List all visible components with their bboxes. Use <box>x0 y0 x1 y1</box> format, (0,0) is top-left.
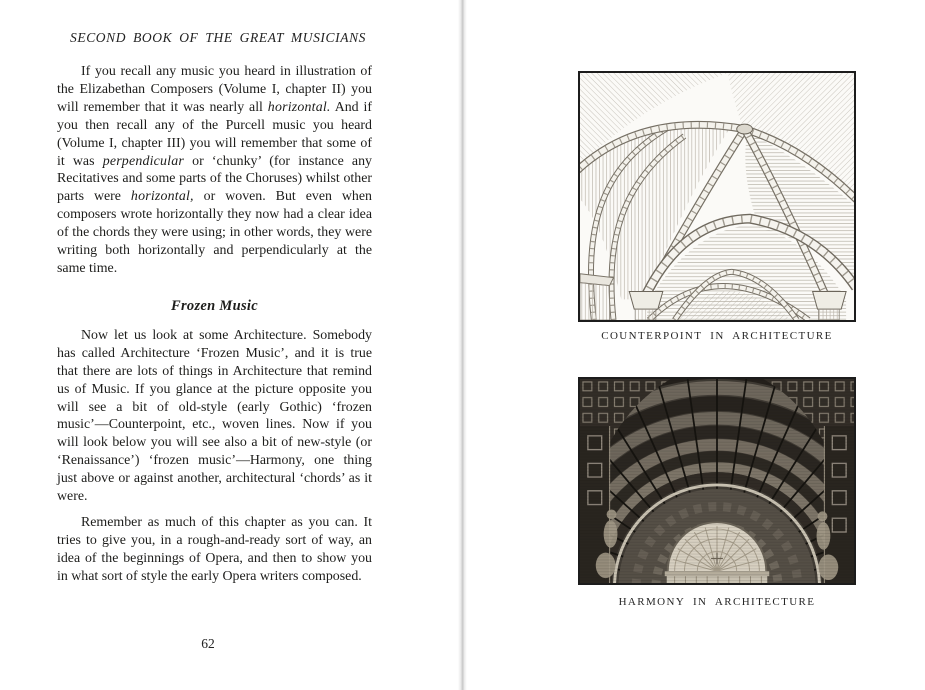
page-gutter-divider <box>458 0 467 690</box>
left-page <box>57 30 372 594</box>
section-heading: Frozen Music <box>171 297 258 314</box>
figure-harmony-caption: HARMONY IN ARCHITECTURE <box>618 596 816 608</box>
paragraph: Remember as much of this chapter as you can. It tries to give you, in a rough-and-ready sort of way, an idea of the beginnings of Opera, and then to show you in what sort of style the early Opera writers composed. <box>57 514 372 584</box>
figure-counterpoint-caption: COUNTERPOINT IN ARCHITECTURE <box>601 330 833 342</box>
paragraph: If you recall any music you heard in illustration of the Elizabethan Composers (Volume I, chapter II) you will remember that it was nearly all horizontal. And if you then recall any of the Purcell music you heard (Volume I, chapter III) you will remember that some of it was perpendicular or ‘chunky’ (for instance any Recitatives and some parts of the Choruses) whilst other parts were horizontal, or woven. But even when composers wrote horizontally they now had a clear idea of the chords they were using; in other words, they were writing both horizontally and perpendicularly at the same time. <box>57 64 372 276</box>
running-head: SECOND BOOK OF THE GREAT MUSICIANS <box>70 30 367 45</box>
text-column <box>57 63 372 586</box>
renaissance-vault-illustration <box>580 379 854 583</box>
figure-harmony <box>578 377 856 585</box>
gothic-vault-illustration <box>580 73 854 320</box>
page-number: 62 <box>201 636 215 651</box>
paragraph: Now let us look at some Architecture. Somebody has called Architecture ‘Frozen Music’, and it is true that there are lots of things in Architecture that remind us of Music. If you glance at the picture opposite you will see a bit of old-style (early Gothic) ‘frozen music’—Counterpoint, etc., woven lines. Now if you will look below you will see also a bit of new-style (or ‘Renaissance’) ‘frozen music’—Harmony, one thing just above or against another, architectural ‘chords’ as it were. <box>57 327 372 505</box>
figure-counterpoint <box>578 71 856 322</box>
